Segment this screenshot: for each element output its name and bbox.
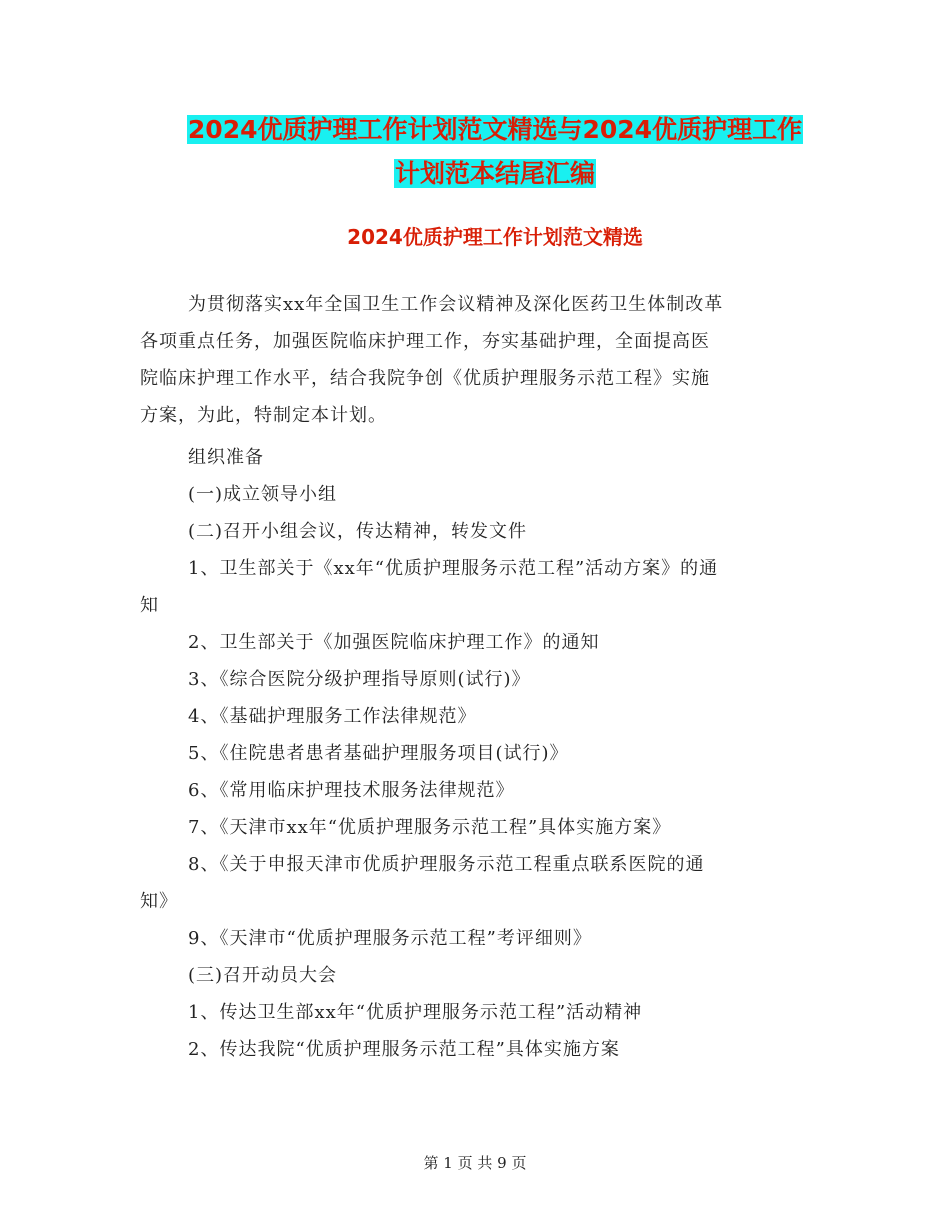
list-item-2: 2、卫生部关于《加强医院临床护理工作》的通知 (188, 632, 600, 653)
list-item-3: 3、《综合医院分级护理指导原则(试行)》 (188, 669, 531, 690)
document-title-line-2 (140, 152, 850, 196)
list-item-1-line-1: 1、卫生部关于《xx年“优质护理服务示范工程”活动方案》的通 (188, 558, 719, 579)
list-item-5: 5、《住院患者患者基础护理服务项目(试行)》 (188, 743, 569, 764)
document-title-highlight-1: 2024优质护理工作计划范文精选与2024优质护理工作 (187, 115, 803, 144)
subheading-2: (二)召开小组会议，传达精神，转发文件 (188, 521, 528, 542)
intro-line-3: 院临床护理工作水平，结合我院争创《优质护理服务示范工程》实施 (140, 368, 710, 389)
page-number-footer: 第 1 页 共 9 页 (423, 1154, 527, 1172)
document-title-line-1 (140, 108, 850, 152)
meeting-item-2: 2、传达我院“优质护理服务示范工程”具体实施方案 (188, 1039, 620, 1060)
intro-line-1: 为贯彻落实xx年全国卫生工作会议精神及深化医药卫生体制改革 (188, 294, 724, 315)
intro-line-2: 各项重点任务，加强医院临床护理工作，夯实基础护理，全面提高医 (140, 331, 710, 352)
list-item-4: 4、《基础护理服务工作法律规范》 (188, 706, 477, 727)
list-item-9: 9、《天津市“优质护理服务示范工程”考评细则》 (188, 928, 592, 949)
subheading-3: (三)召开动员大会 (188, 965, 338, 986)
section-title: 2024优质护理工作计划范文精选 (347, 225, 643, 249)
list-item-8-line-1: 8、《关于申报天津市优质护理服务示范工程重点联系医院的通 (188, 854, 705, 875)
subheading-1: (一)成立领导小组 (188, 484, 338, 505)
document-title-highlight-2: 计划范本结尾汇编 (394, 159, 595, 188)
list-item-8-line-2: 知》 (140, 891, 178, 912)
list-item-1-line-2: 知 (140, 595, 159, 616)
list-item-6: 6、《常用临床护理技术服务法律规范》 (188, 780, 515, 801)
meeting-item-1: 1、传达卫生部xx年“优质护理服务示范工程”活动精神 (188, 1002, 643, 1023)
heading-prep: 组织准备 (188, 447, 264, 468)
intro-line-4: 方案，为此，特制定本计划。 (140, 405, 387, 426)
list-item-7: 7、《天津市xx年“优质护理服务示范工程”具体实施方案》 (188, 817, 672, 838)
